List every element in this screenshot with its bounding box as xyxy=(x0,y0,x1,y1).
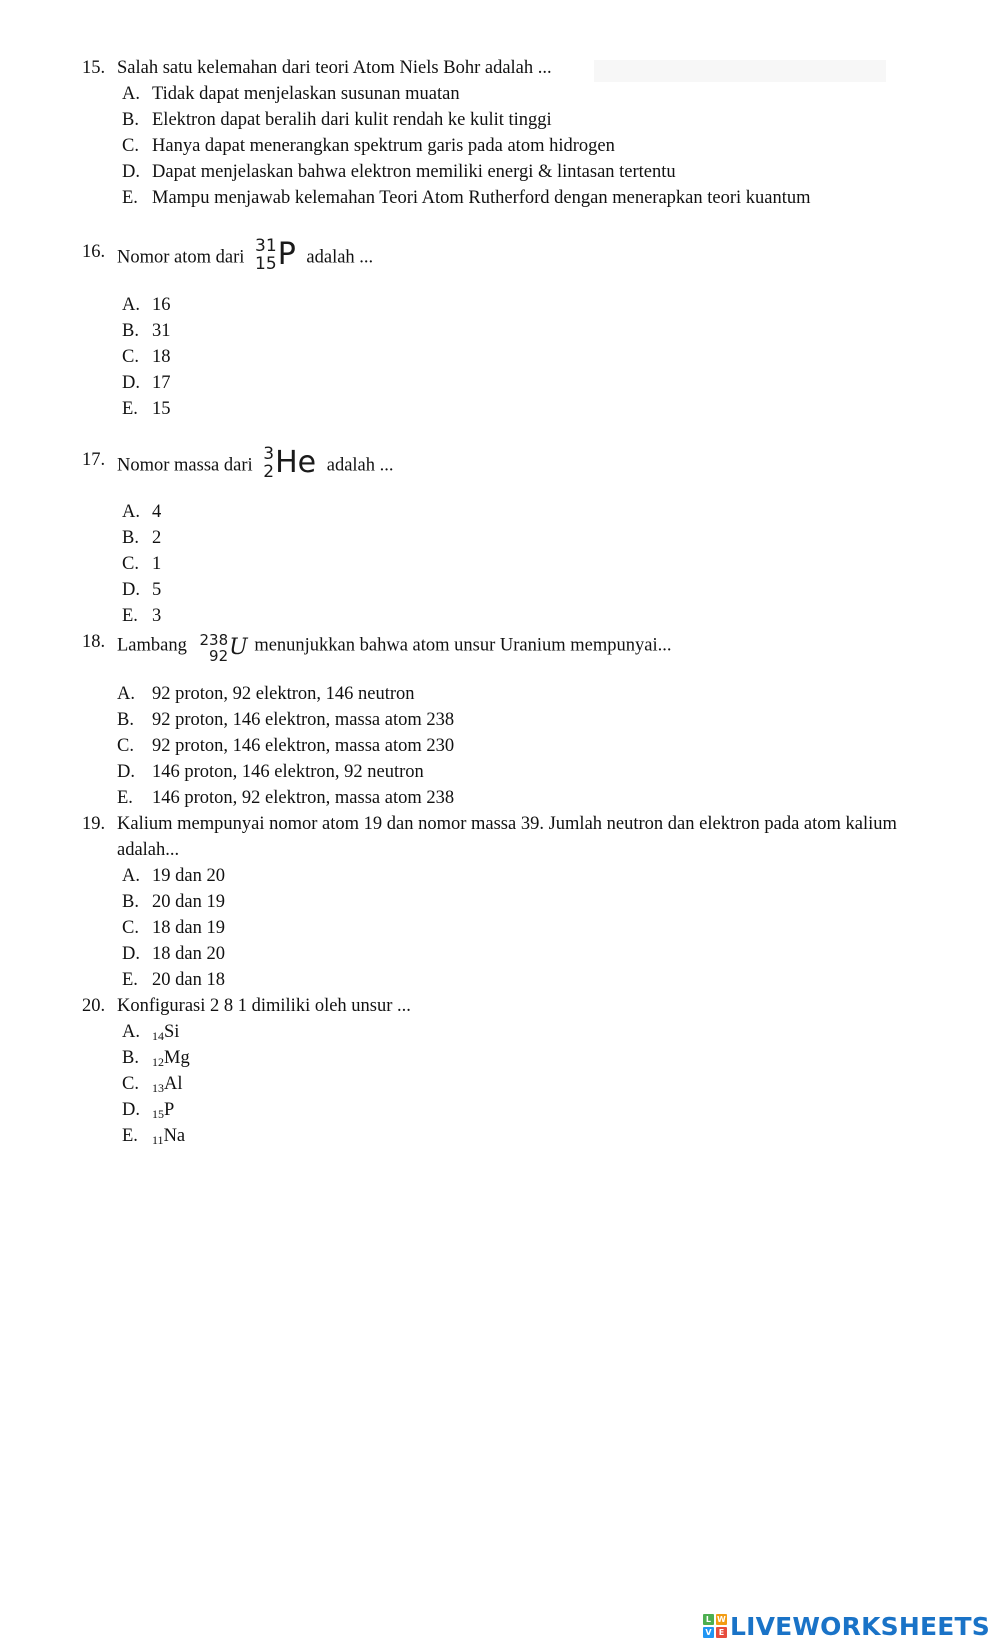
question-text: Konfigurasi 2 8 1 dimiliki oleh unsur ... xyxy=(117,996,411,1016)
option-letter: E. xyxy=(117,788,133,808)
option-text: 19 dan 20 xyxy=(152,866,225,886)
option-letter: D. xyxy=(117,762,135,782)
option-text: 92 proton, 146 elektron, massa atom 238 xyxy=(152,710,455,730)
mass-number: 3 xyxy=(263,444,275,464)
question-text xyxy=(117,630,672,665)
option-letter: A. xyxy=(117,684,135,704)
question-text-before: Nomor massa dari xyxy=(117,455,253,476)
option-text: Hanya dapat menerangkan spektrum garis pada atom hidrogen xyxy=(152,136,615,156)
option-text: 92 proton, 92 elektron, 146 neutron xyxy=(152,684,415,704)
option-letter: A. xyxy=(122,84,140,104)
option-letter: B. xyxy=(122,892,139,912)
option-letter: C. xyxy=(117,736,134,756)
element-symbol: U xyxy=(229,635,248,660)
question-text-after: menunjukkan bahwa atom unsur Uranium mempunyai... xyxy=(254,635,672,656)
option-letter: D. xyxy=(122,1100,140,1120)
option-letter: D. xyxy=(122,944,140,964)
option-letter: E. xyxy=(122,606,138,626)
logo-tile: V xyxy=(703,1627,714,1638)
option-letter: C. xyxy=(122,918,139,938)
option-text: 20 dan 19 xyxy=(152,892,225,912)
question-text-line1: Kalium mempunyai nomor atom 19 dan nomor massa 39. Jumlah neutron dan elektron pada atom kalium xyxy=(117,814,897,834)
logo-tile: L xyxy=(703,1614,714,1625)
option-text: 2 xyxy=(152,528,162,548)
question-number: 16. xyxy=(82,242,106,262)
option-text: Elektron dapat beralih dari kulit rendah ke kulit tinggi xyxy=(152,110,552,130)
option-letter: E. xyxy=(122,1126,138,1146)
question-number: 15. xyxy=(82,58,106,78)
logo-tile: W xyxy=(717,1615,726,1624)
element-symbol: P xyxy=(277,237,296,272)
element-symbol: Na xyxy=(163,1126,186,1146)
option-text: 18 xyxy=(152,347,171,367)
option-letter: B. xyxy=(122,528,139,548)
option-text: 31 xyxy=(152,321,171,341)
option-text: 16 xyxy=(152,295,171,315)
option-text: Mampu menjawab kelemahan Teori Atom Rutherford dengan menerapkan teori kuantum xyxy=(152,188,811,208)
question-number: 17. xyxy=(82,450,106,470)
element-symbol: Si xyxy=(164,1022,180,1042)
option-letter: A. xyxy=(122,295,140,315)
option-text xyxy=(152,1020,179,1048)
question-text-after: adalah ... xyxy=(306,247,374,268)
option-text: Tidak dapat menjelaskan susunan muatan xyxy=(152,84,460,104)
option-letter: D. xyxy=(122,162,140,182)
atomic-number: 92 xyxy=(209,647,229,665)
option-text: Dapat menjelaskan bahwa elektron memiliki energi & lintasan tertentu xyxy=(152,162,676,182)
element-symbol: He xyxy=(275,445,317,480)
option-text: 20 dan 18 xyxy=(152,970,225,990)
nuclide-symbol xyxy=(255,237,296,273)
option-letter: D. xyxy=(122,373,140,393)
atomic-number-subscript: 14 xyxy=(152,1029,164,1043)
nuclide-symbol xyxy=(263,445,316,481)
mass-number: 238 xyxy=(199,631,229,649)
atomic-number-subscript: 12 xyxy=(152,1055,164,1069)
element-symbol: Al xyxy=(164,1074,183,1094)
option-letter: E. xyxy=(122,188,138,208)
option-text: 15 xyxy=(152,399,171,419)
question-text-before: Nomor atom dari xyxy=(117,247,245,268)
liveworksheets-logo[interactable] xyxy=(703,1610,990,1642)
option-letter: C. xyxy=(122,136,139,156)
option-letter: A. xyxy=(122,1022,140,1042)
option-text xyxy=(152,1098,174,1126)
option-text: 1 xyxy=(152,554,162,574)
question-text xyxy=(117,444,394,484)
option-letter: E. xyxy=(122,399,138,419)
question-text xyxy=(117,236,374,276)
atomic-number-subscript: 11 xyxy=(152,1133,164,1147)
atomic-number-subscript: 15 xyxy=(152,1107,164,1121)
option-letter: B. xyxy=(122,110,139,130)
option-letter: A. xyxy=(122,866,140,886)
question-text-line2: adalah... xyxy=(117,840,180,860)
option-text: 5 xyxy=(152,580,162,600)
option-text xyxy=(152,1046,190,1074)
option-letter: C. xyxy=(122,347,139,367)
question-text-before: Lambang xyxy=(117,635,187,656)
question-text: Salah satu kelemahan dari teori Atom Niels Bohr adalah ... xyxy=(117,58,552,78)
option-text: 3 xyxy=(152,606,162,626)
logo-icon xyxy=(703,1614,727,1638)
option-text: 4 xyxy=(152,502,162,522)
option-letter: E. xyxy=(122,970,138,990)
option-text: 146 proton, 92 elektron, massa atom 238 xyxy=(152,788,455,808)
option-letter: A. xyxy=(122,502,140,522)
question-number: 20. xyxy=(82,996,106,1016)
question-number: 18. xyxy=(82,632,106,652)
logo-tile: E xyxy=(716,1627,727,1638)
element-symbol: Mg xyxy=(164,1048,190,1068)
option-letter: D. xyxy=(122,580,140,600)
option-text: 17 xyxy=(152,373,171,393)
mass-number: 31 xyxy=(255,236,277,256)
highlight-box xyxy=(594,60,886,82)
option-text: 92 proton, 146 elektron, massa atom 230 xyxy=(152,736,455,756)
atomic-number: 15 xyxy=(255,254,277,274)
option-text: 18 dan 20 xyxy=(152,944,225,964)
element-symbol: P xyxy=(164,1100,175,1120)
atomic-number-subscript: 13 xyxy=(152,1081,164,1095)
option-text: 18 dan 19 xyxy=(152,918,225,938)
option-letter: C. xyxy=(122,554,139,574)
option-text xyxy=(152,1072,183,1100)
logo-text: LIVEWORKSHEETS xyxy=(729,1611,990,1641)
atomic-number: 2 xyxy=(263,462,275,482)
option-letter: C. xyxy=(122,1074,139,1094)
option-letter: B. xyxy=(122,321,139,341)
question-text-after: adalah ... xyxy=(326,455,394,476)
option-text: 146 proton, 146 elektron, 92 neutron xyxy=(152,762,424,782)
question-number: 19. xyxy=(82,814,106,834)
nuclide-symbol xyxy=(200,632,248,664)
option-letter: B. xyxy=(117,710,134,730)
option-text xyxy=(152,1124,185,1152)
option-letter: B. xyxy=(122,1048,139,1068)
